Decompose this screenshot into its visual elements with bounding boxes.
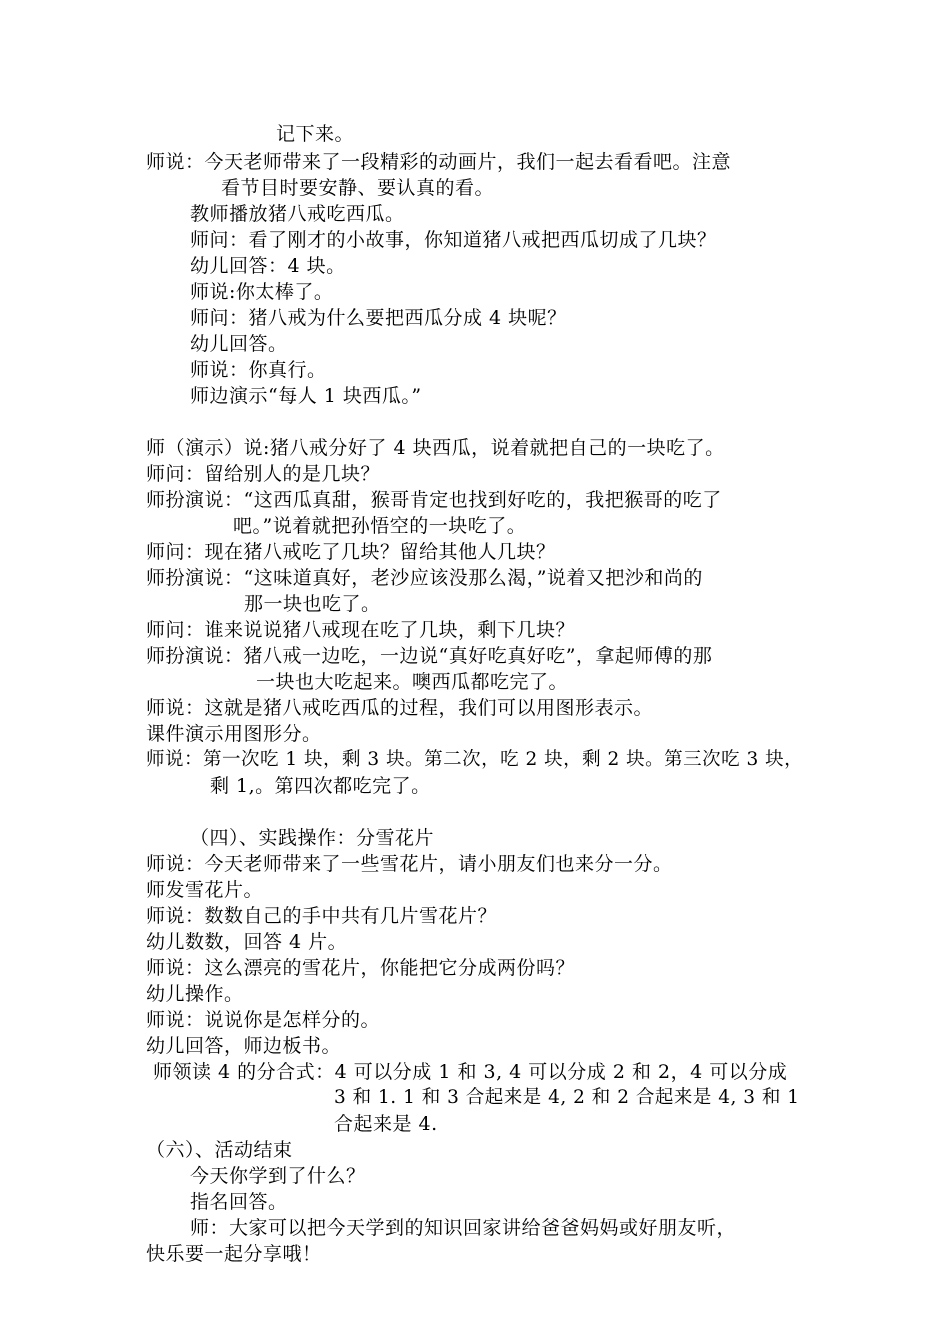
text-line: 师问：现在猪八戒吃了几块？留给其他人几块？: [146, 541, 556, 563]
text-line: 师问：看了刚才的小故事，你知道猪八戒把西瓜切成了几块？: [190, 229, 717, 251]
text-line: 师说：第一次吃 1 块，剩 3 块。第二次，吃 2 块，剩 2 块。第三次吃 3 块，: [146, 749, 804, 770]
text-line: 师：大家可以把今天学到的知识回家讲给爸爸妈妈或好朋友听，: [190, 1217, 737, 1239]
section-heading: （四）、实践操作：分雪花片: [190, 827, 435, 849]
text-line: 师说：这么漂亮的雪花片，你能把它分成两份吗？: [146, 957, 576, 979]
text-line: 师说：数数自己的手中共有几片雪花片？: [146, 905, 498, 927]
text-line: 师（演示）说:猪八戒分好了 4 块西瓜，说着就把自己的一块吃了。: [146, 437, 725, 459]
text-line: 师扮演说：猪八戒一边吃，一边说“真好吃真好吃”，拿起师傅的那: [146, 645, 713, 667]
text-line: 幼儿数数，回答 4 片。: [146, 931, 348, 953]
text-line: 指名回答。: [190, 1191, 288, 1213]
text-line: 师扮演说：“这西瓜真甜，猴哥肯定也找到好吃的，我把猴哥的吃了: [146, 489, 722, 511]
text-line: 师问：留给别人的是几块？: [146, 463, 381, 485]
text-line: 师说：说说你是怎样分的。: [146, 1009, 381, 1031]
text-line: 快乐要一起分享哦！: [146, 1243, 322, 1265]
text-line: 幼儿操作。: [146, 983, 244, 1005]
text-line: 吧。”说着就把孙悟空的一块吃了。: [233, 515, 527, 537]
text-line: 师发雪花片。: [146, 879, 264, 901]
text-line: 一块也大吃起来。噢西瓜都吃完了。: [256, 671, 569, 693]
text-line: 课件演示用图形分。: [146, 723, 322, 745]
text-line: 合起来是 4.: [334, 1113, 438, 1135]
text-line: 师问：猪八戒为什么要把西瓜分成 4 块呢？: [190, 307, 567, 329]
text-line: 师边演示“每人 1 块西瓜。”: [190, 385, 422, 407]
text-line: 今天你学到了什么？: [190, 1165, 366, 1187]
text-line: 看节目时要安静、要认真的看。: [221, 177, 495, 199]
text-line: 幼儿回答，师边板书。: [146, 1035, 342, 1057]
text-line: 教师播放猪八戒吃西瓜。: [190, 203, 405, 225]
text-line: 师说：你真行。: [190, 359, 327, 381]
text-line: 师说:你太棒了。: [190, 281, 334, 303]
text-line: 3 和 1. 1 和 3 合起来是 4, 2 和 2 合起来是 4, 3 和 1: [334, 1087, 800, 1108]
text-line: 幼儿回答：4 块。: [190, 255, 346, 277]
text-line: 师领读 4 的分合式：4 可以分成 1 和 3, 4 可以分成 2 和 2，4 可以分成: [153, 1061, 788, 1083]
section-heading: （六）、活动结束: [146, 1139, 293, 1161]
text-line: 师扮演说：“这味道真好，老沙应该没那么渴，”说着又把沙和尚的: [146, 567, 703, 589]
text-line: 幼儿回答。: [190, 333, 288, 355]
text-line: 师问：谁来说说猪八戒现在吃了几块，剩下几块？: [146, 619, 576, 641]
text-line: 师说：今天老师带来了一些雪花片，请小朋友们也来分一分。: [146, 853, 673, 875]
text-line: 师说：今天老师带来了一段精彩的动画片，我们一起去看看吧。注意: [146, 151, 732, 173]
text-line: 剩 1,。第四次都吃完了。: [210, 775, 431, 797]
text-line: 记下来。: [276, 123, 355, 145]
text-line: 师说：这就是猪八戒吃西瓜的过程，我们可以用图形表示。: [146, 697, 654, 719]
text-line: 那一块也吃了。: [244, 593, 381, 615]
